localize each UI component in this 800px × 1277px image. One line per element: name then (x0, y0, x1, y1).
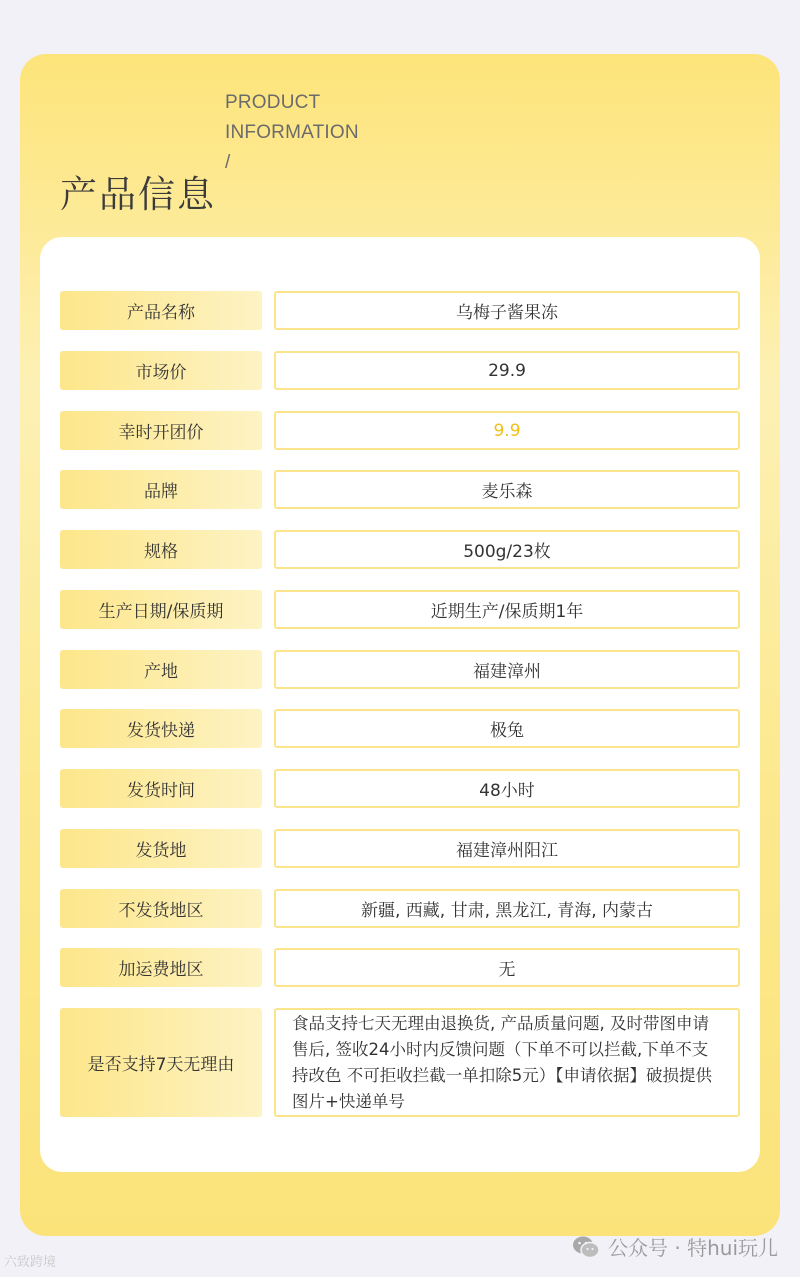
row-label: 产地 (60, 650, 262, 689)
table-row (60, 351, 740, 390)
wechat-icon (572, 1235, 600, 1259)
row-label: 幸时开团价 (60, 411, 262, 450)
group-price-value: 9.9 (274, 411, 740, 450)
page-title: 产品信息 (60, 173, 216, 216)
table-row (60, 411, 740, 450)
row-label: 市场价 (60, 351, 262, 390)
table-row (60, 470, 740, 509)
table-row (60, 889, 740, 928)
table-row (60, 948, 740, 987)
row-label: 发货快递 (60, 709, 262, 748)
row-label: 不发货地区 (60, 889, 262, 928)
wechat-watermark (572, 1232, 778, 1261)
table-row (60, 590, 740, 629)
row-value: 29.9 (274, 351, 740, 390)
row-value: 福建漳州 (274, 650, 740, 689)
row-value: 48小时 (274, 769, 740, 808)
watermark-left (4, 1251, 56, 1270)
row-value: 近期生产/保质期1年 (274, 590, 740, 629)
row-value: 新疆, 西藏, 甘肃, 黑龙江, 青海, 内蒙古 (274, 889, 740, 928)
english-heading (225, 88, 359, 178)
row-label: 产品名称 (60, 291, 262, 330)
row-value: 乌梅子酱果冻 (274, 291, 740, 330)
table-row (60, 650, 740, 689)
row-label: 是否支持7天无理由 (60, 1008, 262, 1117)
row-label: 生产日期/保质期 (60, 590, 262, 629)
row-value: 500g/23枚 (274, 530, 740, 569)
eng-line-1: PRODUCT (225, 92, 321, 113)
row-label: 发货时间 (60, 769, 262, 808)
table-row (60, 1008, 740, 1117)
row-label: 规格 (60, 530, 262, 569)
row-value: 极兔 (274, 709, 740, 748)
row-value: 麦乐森 (274, 470, 740, 509)
row-label: 品牌 (60, 470, 262, 509)
table-row (60, 530, 740, 569)
row-label: 发货地 (60, 829, 262, 868)
table-row (60, 291, 740, 330)
watermark-right-text: 公众号 · 特hui玩儿 (608, 1236, 778, 1260)
eng-line-3: / (225, 152, 231, 173)
row-value: 无 (274, 948, 740, 987)
table-row (60, 829, 740, 868)
row-value: 福建漳州阳江 (274, 829, 740, 868)
table-row (60, 709, 740, 748)
table-row (60, 769, 740, 808)
return-policy-value: 食品支持七天无理由退换货, 产品质量问题, 及时带图申请售后, 签收24小时内反馈问题（下单不可以拦截,下单不支持改色 不可拒收拦截一单扣除5元）【申请依据】破损提供图片+快递单号 (274, 1008, 740, 1117)
eng-line-2: INFORMATION (225, 122, 359, 143)
watermark-left-text: 六致跨境 (4, 1255, 57, 1270)
row-label: 加运费地区 (60, 948, 262, 987)
